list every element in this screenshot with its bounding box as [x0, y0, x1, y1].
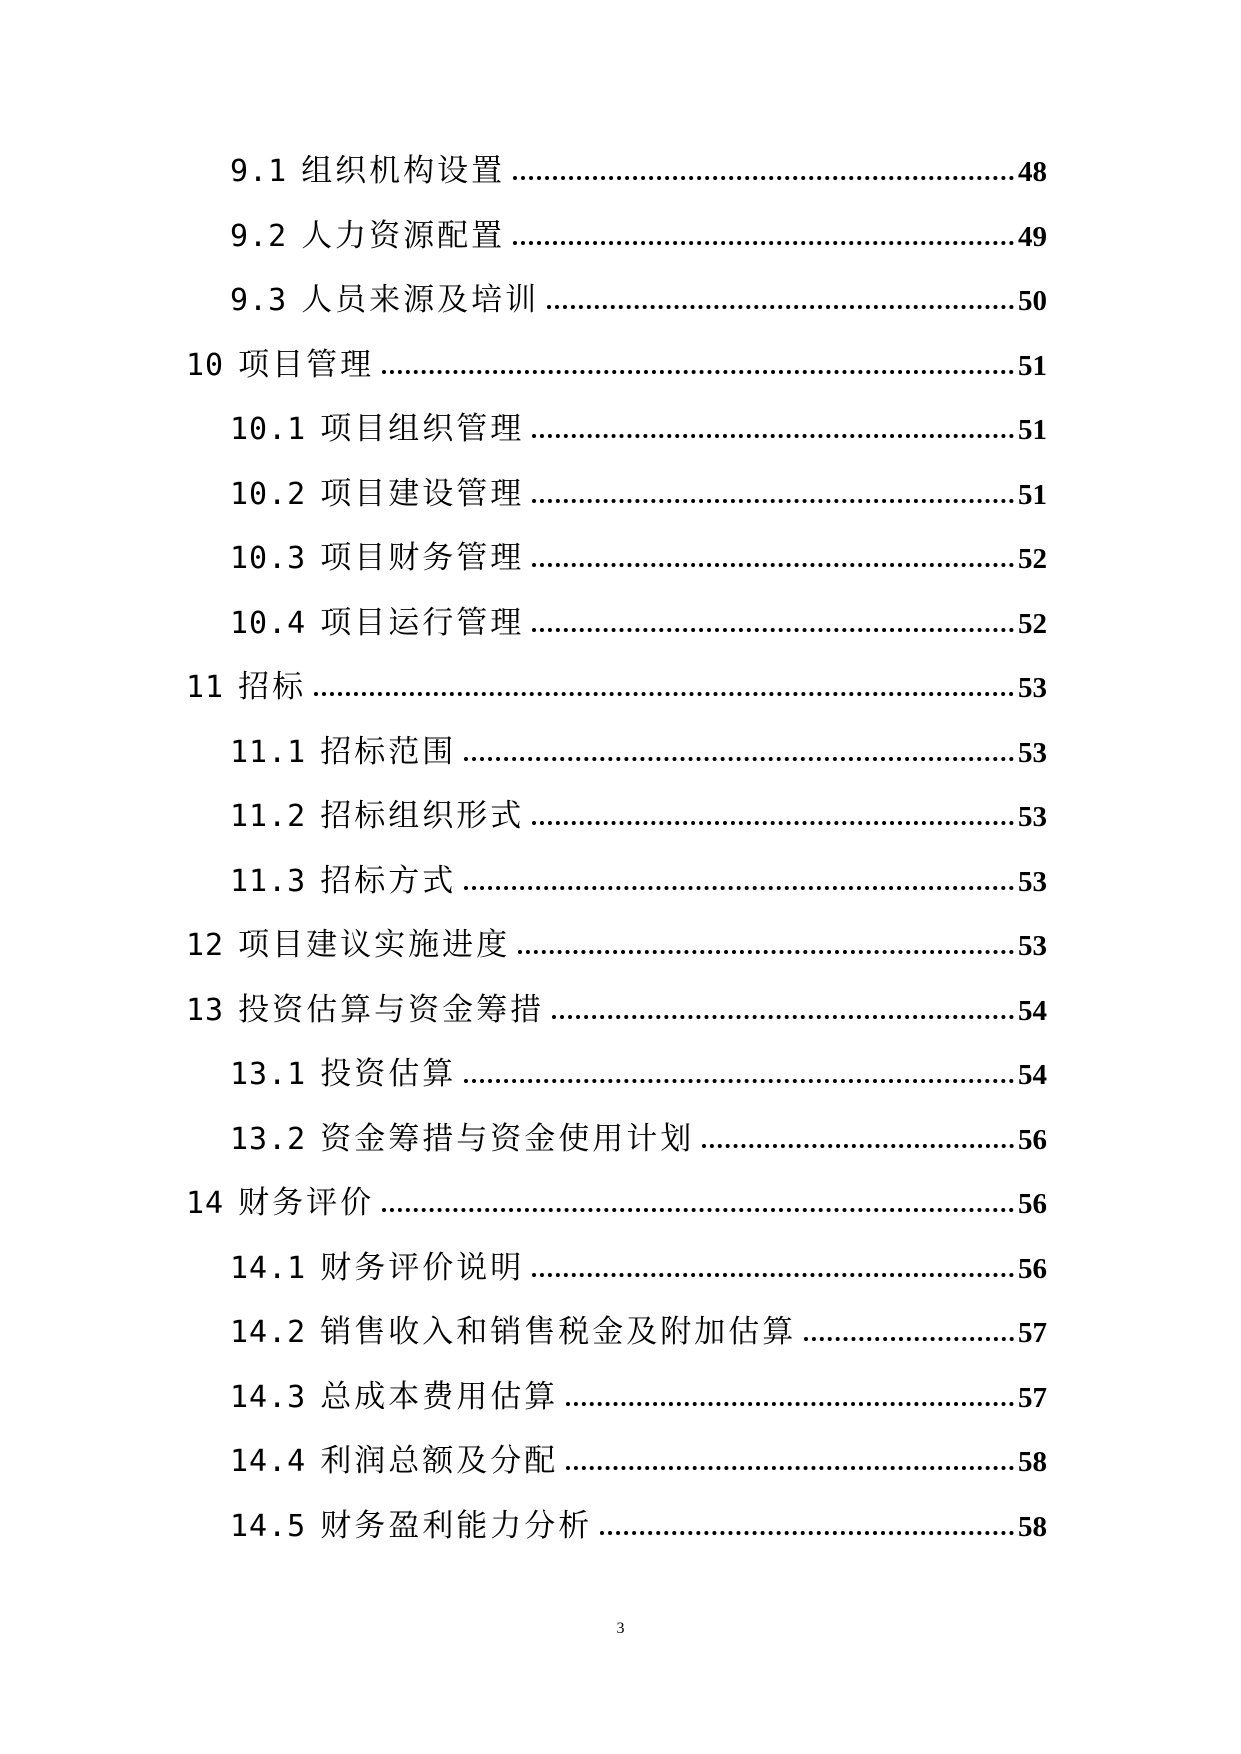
- toc-entry-number: 14.4: [230, 1444, 307, 1479]
- toc-entry-page: 58: [1018, 1510, 1047, 1543]
- toc-entry-number: 9.3: [230, 283, 288, 318]
- toc-entry-title: 财务盈利能力分析: [320, 1507, 593, 1544]
- toc-entry[interactable]: [0, 210, 1241, 275]
- toc-entry-number: 11: [186, 670, 225, 705]
- page-number: 3: [616, 1620, 625, 1637]
- toc-entry-page: 57: [1018, 1381, 1047, 1414]
- dot-leader: [513, 241, 1014, 245]
- toc-entry-number: 13.1: [230, 1057, 307, 1092]
- toc-entry-title: 投资估算与资金筹措: [238, 991, 545, 1028]
- toc-entry[interactable]: [0, 919, 1241, 984]
- toc-entry-number: 10.1: [230, 412, 307, 447]
- toc-entry[interactable]: [0, 532, 1241, 597]
- toc-entry[interactable]: [0, 790, 1241, 855]
- toc-entry-title: 项目建议实施进度: [238, 927, 511, 963]
- toc-entry-title: 项目运行管理: [320, 604, 525, 641]
- toc-entry-page: 56: [1018, 1252, 1047, 1285]
- toc-entry[interactable]: [0, 855, 1241, 920]
- toc-entry[interactable]: [0, 1113, 1241, 1178]
- toc-entry-number: 11.1: [230, 734, 307, 770]
- toc-entry[interactable]: [0, 1306, 1241, 1371]
- dot-leader: [382, 370, 1014, 374]
- toc-entry[interactable]: [0, 145, 1241, 210]
- dot-leader: [566, 1402, 1014, 1406]
- toc-entry-number: 10.2: [230, 476, 307, 512]
- toc-entry[interactable]: [0, 661, 1241, 726]
- toc-entry-number: 14: [186, 1186, 225, 1221]
- toc-entry-number: 14.3: [230, 1379, 307, 1415]
- toc-entry-title: 项目组织管理: [320, 411, 525, 447]
- toc-entry[interactable]: [0, 1048, 1241, 1113]
- dot-leader: [382, 1208, 1014, 1212]
- toc-entry-page: 51: [1018, 478, 1047, 511]
- dot-leader: [804, 1337, 1014, 1341]
- toc-entry-number: 9.2: [230, 218, 288, 254]
- dot-leader: [513, 176, 1014, 180]
- toc-entry-page: 48: [1018, 156, 1047, 188]
- toc-entry-number: 14.1: [230, 1250, 307, 1286]
- toc-entry-page: 52: [1018, 543, 1047, 575]
- toc-entry-title: 项目建设管理: [320, 475, 525, 512]
- toc-entry-page: 54: [1018, 994, 1047, 1027]
- toc-entry-title: 投资估算: [320, 1056, 457, 1092]
- dot-leader: [314, 692, 1014, 696]
- toc-entry-number: 13.2: [230, 1121, 307, 1157]
- toc-entry-number: 11.2: [230, 799, 307, 834]
- toc-entry-page: 51: [1018, 349, 1047, 382]
- toc-entry-title: 组织机构设置: [301, 153, 506, 189]
- dot-leader: [464, 757, 1014, 761]
- toc-entry-title: 销售收入和销售税金及附加估算: [320, 1314, 797, 1350]
- table-of-contents: [0, 145, 1241, 1564]
- toc-entry[interactable]: [0, 1435, 1241, 1500]
- toc-entry-page: 53: [1018, 801, 1047, 833]
- dot-leader: [464, 1079, 1014, 1083]
- toc-entry[interactable]: [0, 1371, 1241, 1436]
- toc-entry-page: 53: [1018, 736, 1047, 769]
- toc-entry-title: 人力资源配置: [301, 217, 506, 254]
- toc-entry-title: 财务评价说明: [320, 1249, 525, 1286]
- dot-leader: [532, 499, 1014, 503]
- toc-entry-title: 总成本费用估算: [320, 1378, 559, 1415]
- toc-entry[interactable]: [0, 726, 1241, 791]
- dot-leader: [532, 1273, 1014, 1277]
- dot-leader: [702, 1144, 1014, 1148]
- toc-entry-title: 财务评价: [238, 1185, 375, 1221]
- toc-entry[interactable]: [0, 468, 1241, 533]
- toc-entry-number: 9.1: [230, 154, 288, 189]
- toc-entry-number: 14.5: [230, 1508, 307, 1544]
- toc-entry[interactable]: [0, 403, 1241, 468]
- dot-leader: [547, 305, 1014, 309]
- toc-entry-page: 53: [1018, 865, 1047, 898]
- toc-entry-title: 招标: [238, 669, 307, 705]
- dot-leader: [600, 1531, 1014, 1535]
- toc-entry-number: 11.3: [230, 863, 307, 899]
- dot-leader: [532, 563, 1014, 567]
- toc-entry-number: 10.3: [230, 541, 307, 576]
- toc-entry-page: 49: [1018, 220, 1047, 253]
- toc-entry-page: 50: [1018, 285, 1047, 317]
- toc-entry-page: 51: [1018, 414, 1047, 446]
- toc-entry-number: 10: [186, 347, 225, 383]
- toc-entry-title: 人员来源及培训: [301, 282, 540, 318]
- dot-leader: [532, 434, 1014, 438]
- toc-entry[interactable]: [0, 597, 1241, 662]
- toc-entry-number: 13: [186, 992, 225, 1028]
- toc-entry[interactable]: [0, 1242, 1241, 1307]
- dot-leader: [532, 821, 1014, 825]
- toc-entry-page: 52: [1018, 607, 1047, 640]
- toc-entry-number: 10.4: [230, 605, 307, 641]
- toc-entry-title: 利润总额及分配: [320, 1443, 559, 1479]
- toc-entry-page: 54: [1018, 1059, 1047, 1091]
- toc-entry-title: 项目管理: [238, 346, 375, 383]
- dot-leader: [566, 1466, 1014, 1470]
- toc-entry[interactable]: [0, 339, 1241, 404]
- toc-entry-page: 58: [1018, 1446, 1047, 1478]
- toc-entry-title: 招标范围: [320, 733, 457, 770]
- toc-entry-title: 资金筹措与资金使用计划: [320, 1120, 695, 1157]
- toc-entry[interactable]: [0, 1500, 1241, 1565]
- toc-entry-page: 57: [1018, 1317, 1047, 1349]
- dot-leader: [464, 886, 1014, 890]
- dot-leader: [552, 1015, 1014, 1019]
- toc-entry-page: 53: [1018, 672, 1047, 704]
- toc-entry-page: 53: [1018, 930, 1047, 962]
- dot-leader: [532, 628, 1014, 632]
- toc-entry-title: 项目财务管理: [320, 540, 525, 576]
- toc-entry-title: 招标组织形式: [320, 798, 525, 834]
- toc-entry[interactable]: [0, 274, 1241, 339]
- toc-entry-page: 56: [1018, 1123, 1047, 1156]
- toc-entry-page: 56: [1018, 1188, 1047, 1220]
- toc-entry[interactable]: [0, 1177, 1241, 1242]
- dot-leader: [518, 950, 1014, 954]
- toc-entry[interactable]: [0, 984, 1241, 1049]
- toc-entry-number: 12: [186, 928, 225, 963]
- toc-entry-title: 招标方式: [320, 862, 457, 899]
- toc-entry-number: 14.2: [230, 1315, 307, 1350]
